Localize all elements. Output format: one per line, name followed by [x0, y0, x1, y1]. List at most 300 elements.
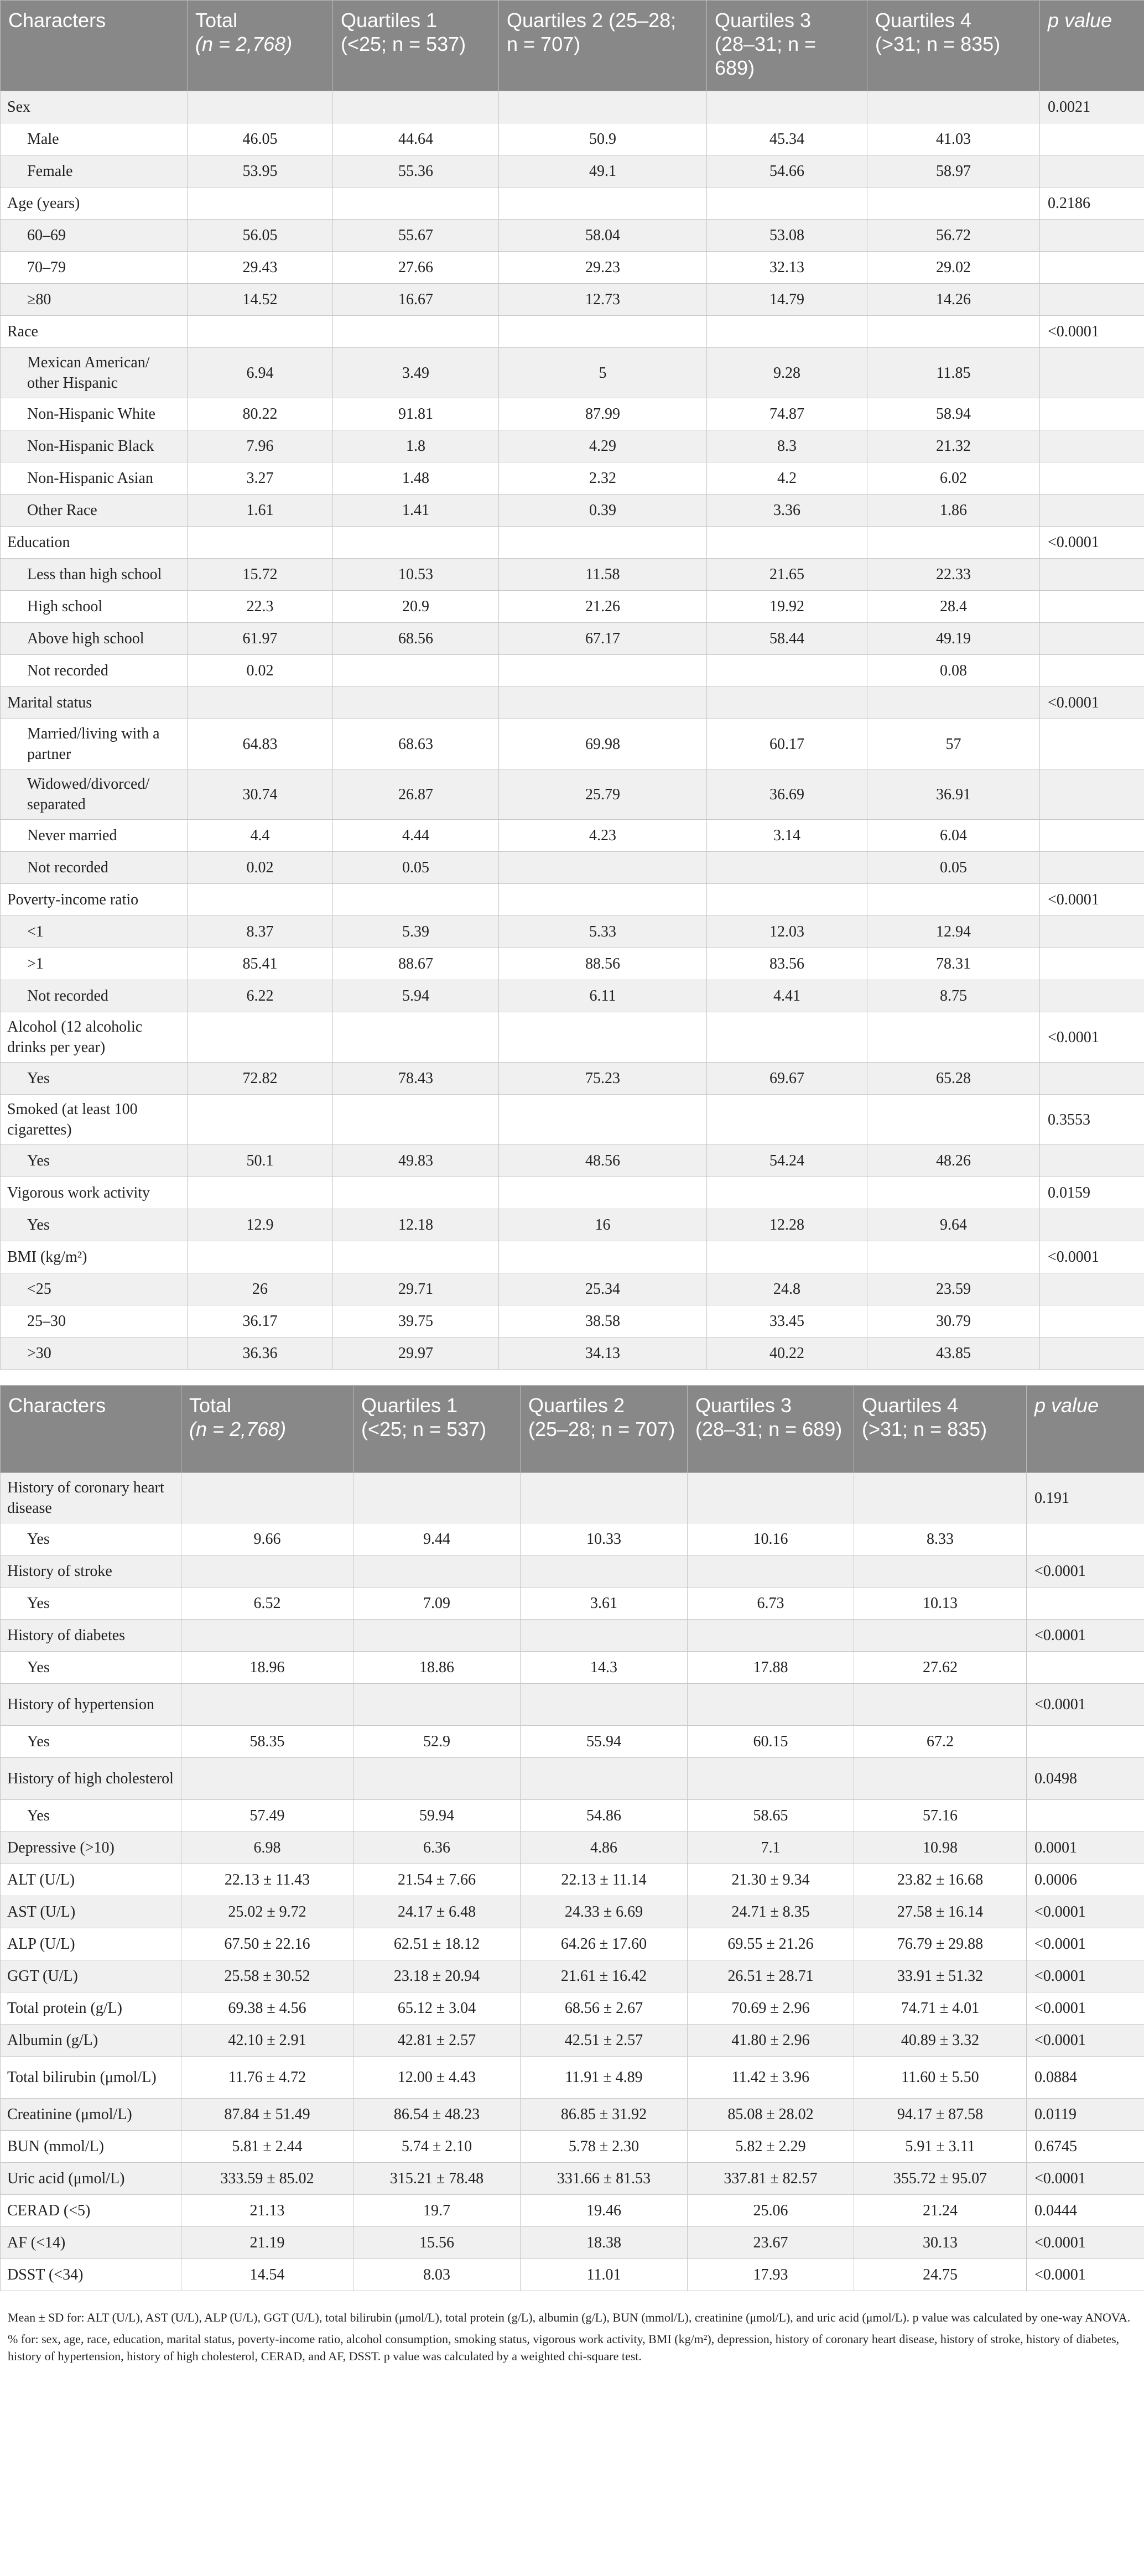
- cell-value: 5.78 ± 2.30: [521, 2131, 688, 2163]
- table-row: [1, 1012, 1144, 1063]
- cell-value: [333, 188, 499, 220]
- table-subrow: [1, 155, 1144, 188]
- header-quartile-3: Quartiles 3 (28–31; n = 689): [688, 1386, 854, 1473]
- cell-value: 0.39: [499, 495, 707, 527]
- cell-value: 21.19: [181, 2227, 353, 2259]
- cell-value: 85.41: [188, 948, 333, 980]
- cell-value: 68.56: [333, 623, 499, 655]
- cell-value: [353, 1620, 521, 1652]
- table1-body: [1, 91, 1144, 1370]
- cell-p-value: 0.0021: [1040, 91, 1144, 123]
- cell-value: 25.79: [499, 769, 707, 820]
- cell-value: 7.1: [688, 1832, 854, 1864]
- cell-value: [333, 884, 499, 916]
- cell-p-value: [1040, 820, 1144, 852]
- cell-value: [333, 1012, 499, 1063]
- row-label: History of diabetes: [1, 1620, 181, 1652]
- row-label: Uric acid (μmol/L): [1, 2163, 181, 2195]
- table-row: [1, 1177, 1144, 1209]
- cell-value: 5.82 ± 2.29: [688, 2131, 854, 2163]
- cell-value: 10.98: [854, 1832, 1027, 1864]
- cell-value: [188, 1012, 333, 1063]
- cell-p-value: [1040, 284, 1144, 316]
- table-row: [1, 1620, 1144, 1652]
- cell-value: 27.66: [333, 252, 499, 284]
- cell-value: 11.76 ± 4.72: [181, 2057, 353, 2099]
- cell-value: [707, 655, 867, 687]
- cell-value: 14.79: [707, 284, 867, 316]
- row-label: Smoked (at least 100 cigarettes): [1, 1095, 188, 1145]
- cell-value: 69.67: [707, 1063, 867, 1095]
- row-label: Married/living with a partner: [1, 719, 188, 769]
- cell-value: [499, 655, 707, 687]
- header-quartile-1: Quartiles 1 (<25; n = 537): [333, 1, 499, 91]
- cell-value: 53.08: [707, 220, 867, 252]
- cell-value: [333, 655, 499, 687]
- cell-value: 3.36: [707, 495, 867, 527]
- cell-value: [188, 527, 333, 559]
- cell-value: 12.18: [333, 1209, 499, 1241]
- cell-value: [333, 316, 499, 348]
- cell-p-value: [1027, 1652, 1144, 1684]
- header-quartile-2: Quartiles 2 (25–28; n = 707): [521, 1386, 688, 1473]
- cell-value: 64.26 ± 17.60: [521, 1928, 688, 1960]
- cell-value: 36.36: [188, 1338, 333, 1370]
- row-label: <1: [1, 916, 188, 948]
- cell-value: 17.88: [688, 1652, 854, 1684]
- cell-value: 14.3: [521, 1652, 688, 1684]
- cell-value: 18.86: [353, 1652, 521, 1684]
- cell-value: [333, 91, 499, 123]
- cell-p-value: <0.0001: [1040, 1241, 1144, 1273]
- row-label: Yes: [1, 1209, 188, 1241]
- cell-value: [688, 1684, 854, 1726]
- row-label: History of coronary heart disease: [1, 1473, 181, 1523]
- cell-value: [707, 1177, 867, 1209]
- table-subrow: [1, 591, 1144, 623]
- cell-value: 54.24: [707, 1145, 867, 1177]
- cell-value: 65.28: [867, 1063, 1040, 1095]
- table-subrow: [1, 1338, 1144, 1370]
- cell-value: [188, 316, 333, 348]
- cell-p-value: [1040, 1209, 1144, 1241]
- cell-value: [854, 1684, 1027, 1726]
- cell-value: 9.64: [867, 1209, 1040, 1241]
- cell-value: 0.08: [867, 655, 1040, 687]
- row-label: DSST (<34): [1, 2259, 181, 2291]
- row-label: GGT (U/L): [1, 1960, 181, 1992]
- cell-value: 69.98: [499, 719, 707, 769]
- cell-p-value: 0.2186: [1040, 188, 1144, 220]
- cell-p-value: <0.0001: [1027, 2025, 1144, 2057]
- table-subrow: [1, 820, 1144, 852]
- cell-value: 34.13: [499, 1338, 707, 1370]
- cell-value: [707, 1095, 867, 1145]
- cell-p-value: [1040, 1063, 1144, 1095]
- cell-value: 74.71 ± 4.01: [854, 1992, 1027, 2025]
- cell-value: [521, 1473, 688, 1523]
- cell-value: 18.96: [181, 1652, 353, 1684]
- cell-value: 55.36: [333, 155, 499, 188]
- cell-p-value: <0.0001: [1027, 1960, 1144, 1992]
- cell-p-value: 0.0444: [1027, 2195, 1144, 2227]
- cell-value: 11.85: [867, 348, 1040, 398]
- cell-p-value: <0.0001: [1040, 687, 1144, 719]
- cell-value: 21.13: [181, 2195, 353, 2227]
- cell-p-value: 0.0119: [1027, 2099, 1144, 2131]
- table-subrow: [1, 252, 1144, 284]
- cell-value: 12.00 ± 4.43: [353, 2057, 521, 2099]
- cell-p-value: [1027, 1726, 1144, 1758]
- cell-value: 62.51 ± 18.12: [353, 1928, 521, 1960]
- cell-p-value: <0.0001: [1027, 2259, 1144, 2291]
- cell-value: [499, 316, 707, 348]
- cell-value: 86.54 ± 48.23: [353, 2099, 521, 2131]
- row-label: Yes: [1, 1063, 188, 1095]
- table-subrow: [1, 1800, 1144, 1832]
- cell-value: 58.97: [867, 155, 1040, 188]
- cell-value: 1.86: [867, 495, 1040, 527]
- cell-value: 91.81: [333, 398, 499, 430]
- cell-p-value: <0.0001: [1027, 1928, 1144, 1960]
- cell-value: 21.32: [867, 430, 1040, 462]
- cell-value: 42.10 ± 2.91: [181, 2025, 353, 2057]
- cell-value: [181, 1758, 353, 1800]
- row-label: Yes: [1, 1523, 181, 1555]
- table-subrow: [1, 1063, 1144, 1095]
- cell-p-value: [1040, 123, 1144, 155]
- cell-value: 78.31: [867, 948, 1040, 980]
- cell-value: 8.37: [188, 916, 333, 948]
- cell-value: [867, 188, 1040, 220]
- cell-value: 54.86: [521, 1800, 688, 1832]
- cell-value: [188, 91, 333, 123]
- table-row: [1, 91, 1144, 123]
- cell-value: 27.58 ± 16.14: [854, 1896, 1027, 1928]
- row-label: History of stroke: [1, 1555, 181, 1588]
- cell-value: 12.94: [867, 916, 1040, 948]
- cell-value: 80.22: [188, 398, 333, 430]
- cell-value: 25.58 ± 30.52: [181, 1960, 353, 1992]
- cell-value: 22.13 ± 11.14: [521, 1864, 688, 1896]
- cell-value: 22.13 ± 11.43: [181, 1864, 353, 1896]
- cell-p-value: <0.0001: [1027, 1896, 1144, 1928]
- cell-p-value: <0.0001: [1040, 316, 1144, 348]
- cell-value: 12.9: [188, 1209, 333, 1241]
- cell-value: 58.04: [499, 220, 707, 252]
- cell-value: [688, 1555, 854, 1588]
- cell-value: 57.49: [181, 1800, 353, 1832]
- cell-value: [867, 1012, 1040, 1063]
- cell-p-value: <0.0001: [1027, 1992, 1144, 2025]
- cell-value: 315.21 ± 78.48: [353, 2163, 521, 2195]
- cell-value: 6.94: [188, 348, 333, 398]
- header-p-value: p value: [1040, 1, 1144, 91]
- cell-value: 21.24: [854, 2195, 1027, 2227]
- cell-p-value: [1040, 398, 1144, 430]
- cell-p-value: [1040, 252, 1144, 284]
- cell-value: [867, 1095, 1040, 1145]
- cell-value: 10.13: [854, 1588, 1027, 1620]
- row-label: Non-Hispanic White: [1, 398, 188, 430]
- cell-value: [499, 884, 707, 916]
- cell-value: 23.82 ± 16.68: [854, 1864, 1027, 1896]
- cell-p-value: <0.0001: [1027, 2227, 1144, 2259]
- cell-value: 26.87: [333, 769, 499, 820]
- cell-p-value: <0.0001: [1040, 1012, 1144, 1063]
- header-quartile-4: Quartiles 4 (>31; n = 835): [867, 1, 1040, 91]
- cell-value: 30.74: [188, 769, 333, 820]
- cell-value: 49.19: [867, 623, 1040, 655]
- header-quartile-4: Quartiles 4 (>31; n = 835): [854, 1386, 1027, 1473]
- header-characters: Characters: [1, 1386, 181, 1473]
- cell-value: 30.13: [854, 2227, 1027, 2259]
- cell-p-value: 0.0159: [1040, 1177, 1144, 1209]
- cell-value: 6.11: [499, 980, 707, 1012]
- cell-value: 337.81 ± 82.57: [688, 2163, 854, 2195]
- row-label: Alcohol (12 alcoholic drinks per year): [1, 1012, 188, 1063]
- table-row: [1, 1896, 1144, 1928]
- cell-value: 21.30 ± 9.34: [688, 1864, 854, 1896]
- table-row: [1, 2227, 1144, 2259]
- cell-value: 11.60 ± 5.50: [854, 2057, 1027, 2099]
- table-row: [1, 1555, 1144, 1588]
- cell-p-value: [1027, 1523, 1144, 1555]
- header-quartile-2: Quartiles 2 (25–28; n = 707): [499, 1, 707, 91]
- cell-value: 20.9: [333, 591, 499, 623]
- cell-value: [707, 1012, 867, 1063]
- cell-p-value: [1040, 1145, 1144, 1177]
- row-label: 70–79: [1, 252, 188, 284]
- cell-value: [333, 687, 499, 719]
- table-subrow: [1, 398, 1144, 430]
- row-label: Total bilirubin (μmol/L): [1, 2057, 181, 2099]
- cell-p-value: 0.0001: [1027, 1832, 1144, 1864]
- row-label: >30: [1, 1338, 188, 1370]
- cell-value: [188, 1241, 333, 1273]
- cell-value: [707, 884, 867, 916]
- row-label: Marital status: [1, 687, 188, 719]
- cell-value: [499, 91, 707, 123]
- cell-value: 43.85: [867, 1338, 1040, 1370]
- cell-value: 5.91 ± 3.11: [854, 2131, 1027, 2163]
- cell-value: 24.17 ± 6.48: [353, 1896, 521, 1928]
- cell-value: 10.33: [521, 1523, 688, 1555]
- cell-value: 8.33: [854, 1523, 1027, 1555]
- cell-value: 88.56: [499, 948, 707, 980]
- cell-value: 11.42 ± 3.96: [688, 2057, 854, 2099]
- cell-value: 75.23: [499, 1063, 707, 1095]
- cell-value: 8.75: [867, 980, 1040, 1012]
- cell-value: 0.05: [333, 852, 499, 884]
- row-label: Total protein (g/L): [1, 1992, 181, 2025]
- cell-p-value: [1040, 462, 1144, 495]
- cell-value: [867, 527, 1040, 559]
- table2-body: [1, 1473, 1144, 2291]
- cell-value: 61.97: [188, 623, 333, 655]
- cell-value: [867, 91, 1040, 123]
- cell-value: 6.73: [688, 1588, 854, 1620]
- table-row: [1, 884, 1144, 916]
- cell-value: 76.79 ± 29.88: [854, 1928, 1027, 1960]
- cell-value: 58.94: [867, 398, 1040, 430]
- cell-value: 46.05: [188, 123, 333, 155]
- cell-p-value: [1040, 655, 1144, 687]
- cell-value: 69.55 ± 21.26: [688, 1928, 854, 1960]
- row-label: 60–69: [1, 220, 188, 252]
- cell-p-value: [1040, 980, 1144, 1012]
- cell-value: [854, 1555, 1027, 1588]
- cell-value: [353, 1758, 521, 1800]
- cell-p-value: <0.0001: [1040, 884, 1144, 916]
- cell-value: 15.56: [353, 2227, 521, 2259]
- cell-value: [854, 1473, 1027, 1523]
- row-label: 25–30: [1, 1305, 188, 1338]
- table-row: [1, 1684, 1144, 1726]
- cell-p-value: <0.0001: [1027, 2163, 1144, 2195]
- cell-value: 39.75: [333, 1305, 499, 1338]
- cell-value: 41.03: [867, 123, 1040, 155]
- cell-value: 9.44: [353, 1523, 521, 1555]
- table-subrow: [1, 1588, 1144, 1620]
- cell-value: 23.18 ± 20.94: [353, 1960, 521, 1992]
- table-subrow: [1, 559, 1144, 591]
- cell-value: [688, 1758, 854, 1800]
- cell-p-value: 0.191: [1027, 1473, 1144, 1523]
- table-row: [1, 1473, 1144, 1523]
- cell-value: [854, 1620, 1027, 1652]
- cell-value: [867, 1177, 1040, 1209]
- cell-value: 70.69 ± 2.96: [688, 1992, 854, 2025]
- table-row: [1, 2163, 1144, 2195]
- row-label: Creatinine (μmol/L): [1, 2099, 181, 2131]
- cell-value: [707, 316, 867, 348]
- cell-value: [867, 884, 1040, 916]
- cell-p-value: [1040, 623, 1144, 655]
- table-subrow: [1, 1726, 1144, 1758]
- cell-value: 7.09: [353, 1588, 521, 1620]
- cell-value: 4.23: [499, 820, 707, 852]
- table-row: [1, 1758, 1144, 1800]
- cell-value: 0.05: [867, 852, 1040, 884]
- header-total: Total (n = 2,768): [181, 1386, 353, 1473]
- cell-value: 23.59: [867, 1273, 1040, 1305]
- table-subrow: [1, 1652, 1144, 1684]
- cell-value: 2.32: [499, 462, 707, 495]
- table-subrow: [1, 1305, 1144, 1338]
- cell-value: [707, 527, 867, 559]
- cell-value: [188, 1095, 333, 1145]
- row-label: Not recorded: [1, 852, 188, 884]
- row-label: Yes: [1, 1726, 181, 1758]
- cell-value: [499, 188, 707, 220]
- cell-value: 6.02: [867, 462, 1040, 495]
- cell-value: [688, 1473, 854, 1523]
- row-label: CERAD (<5): [1, 2195, 181, 2227]
- cell-value: 87.99: [499, 398, 707, 430]
- row-label: <25: [1, 1273, 188, 1305]
- cell-value: 58.44: [707, 623, 867, 655]
- cell-value: 14.52: [188, 284, 333, 316]
- cell-p-value: <0.0001: [1040, 527, 1144, 559]
- cell-value: 7.96: [188, 430, 333, 462]
- cell-value: 355.72 ± 95.07: [854, 2163, 1027, 2195]
- cell-value: 4.2: [707, 462, 867, 495]
- cell-value: 49.1: [499, 155, 707, 188]
- cell-value: 3.61: [521, 1588, 688, 1620]
- row-label: Yes: [1, 1145, 188, 1177]
- row-label: Non-Hispanic Black: [1, 430, 188, 462]
- row-label: Less than high school: [1, 559, 188, 591]
- cell-value: 83.56: [707, 948, 867, 980]
- cell-p-value: <0.0001: [1027, 1555, 1144, 1588]
- cell-p-value: [1040, 948, 1144, 980]
- cell-value: [353, 1684, 521, 1726]
- cell-value: 68.56 ± 2.67: [521, 1992, 688, 2025]
- cell-value: [854, 1758, 1027, 1800]
- cell-value: 19.46: [521, 2195, 688, 2227]
- cell-value: 45.34: [707, 123, 867, 155]
- cell-value: 10.53: [333, 559, 499, 591]
- row-label: Other Race: [1, 495, 188, 527]
- table-row: [1, 2259, 1144, 2291]
- cell-p-value: [1040, 916, 1144, 948]
- cell-p-value: <0.0001: [1027, 1620, 1144, 1652]
- table-row: [1, 2057, 1144, 2099]
- cell-value: 85.08 ± 28.02: [688, 2099, 854, 2131]
- cell-value: 6.22: [188, 980, 333, 1012]
- cell-value: 60.15: [688, 1726, 854, 1758]
- cell-p-value: 0.0006: [1027, 1864, 1144, 1896]
- table-subrow: [1, 769, 1144, 820]
- row-label: Age (years): [1, 188, 188, 220]
- cell-value: [333, 527, 499, 559]
- cell-value: 26.51 ± 28.71: [688, 1960, 854, 1992]
- cell-value: 8.3: [707, 430, 867, 462]
- cell-value: [707, 852, 867, 884]
- cell-value: 5: [499, 348, 707, 398]
- row-label: Widowed/divorced/ separated: [1, 769, 188, 820]
- cell-value: 24.33 ± 6.69: [521, 1896, 688, 1928]
- table-subrow: [1, 1209, 1144, 1241]
- table-row: [1, 687, 1144, 719]
- cell-p-value: [1040, 852, 1144, 884]
- cell-value: [353, 1555, 521, 1588]
- cell-value: 55.94: [521, 1726, 688, 1758]
- cell-p-value: [1040, 769, 1144, 820]
- cell-value: [867, 1241, 1040, 1273]
- cell-value: 22.33: [867, 559, 1040, 591]
- cell-value: [867, 316, 1040, 348]
- cell-value: 27.62: [854, 1652, 1027, 1684]
- table-footnotes: [0, 2291, 1144, 2365]
- table-subrow: [1, 348, 1144, 398]
- cell-value: 68.63: [333, 719, 499, 769]
- cell-value: 57.16: [854, 1800, 1027, 1832]
- row-label: Not recorded: [1, 980, 188, 1012]
- cell-value: 14.26: [867, 284, 1040, 316]
- cell-value: 25.06: [688, 2195, 854, 2227]
- table-subrow: [1, 719, 1144, 769]
- cell-value: 48.56: [499, 1145, 707, 1177]
- row-label: AST (U/L): [1, 1896, 181, 1928]
- row-label: Race: [1, 316, 188, 348]
- cell-value: 87.84 ± 51.49: [181, 2099, 353, 2131]
- cell-value: 4.86: [521, 1832, 688, 1864]
- cell-value: 0.02: [188, 655, 333, 687]
- cell-value: [499, 527, 707, 559]
- cell-value: 4.44: [333, 820, 499, 852]
